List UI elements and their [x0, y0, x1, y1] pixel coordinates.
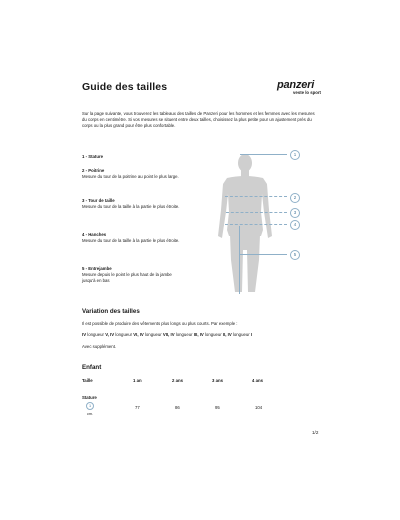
measurement-title: 5 - Entrejambe — [82, 266, 112, 271]
row-label-stature: Stature — [82, 395, 97, 400]
variation-supplement: Avec supplément. — [82, 344, 117, 349]
waist-guide — [226, 212, 287, 213]
measurement-hips — [82, 232, 182, 244]
table-header-taille: Taille — [82, 378, 93, 383]
measurement-title: 2 - Poitrine — [82, 168, 105, 173]
intro-paragraph: Sur la page suivante, vous trouverez les tableaux des tailles de Panzeri pour les hommes et les femmes avec les mesures du corps en centimètre. Si vos mesures se situent entre deux tailles, choisissez la plus petite pour un ajustement près du corps ou la plus grand pour être plus confortable. — [82, 111, 315, 129]
marker-1-icon: 1 — [290, 150, 300, 160]
measurement-desc: Mesure du tour de la poitrine au point le plus large. — [82, 174, 179, 180]
inseam-leader — [239, 254, 287, 255]
measurement-desc: Mesure depuis le point le plus haut de la jambe jusqu'à en bas — [82, 272, 172, 284]
marker-5-icon: 5 — [290, 250, 300, 260]
table-cell: 77 — [135, 405, 140, 410]
measurement-stature — [82, 154, 182, 160]
table-header-2ans: 2 ans — [172, 378, 183, 383]
variation-heading: Variation des tailles — [82, 308, 140, 315]
measurement-chest — [82, 168, 182, 180]
variation-text: Il est possible de produire des vêtements plus longs ou plus courts. Par exemple : — [82, 321, 238, 326]
table-cell: 104 — [255, 405, 263, 410]
measurement-inseam — [82, 266, 182, 284]
measurement-desc: Mesure du tour de la taille à la partie le plus étroite. — [82, 238, 180, 244]
measurement-title: 4 - Hanches — [82, 232, 107, 237]
marker-2-icon: 2 — [290, 193, 300, 203]
measurement-desc: Mesure du tour de la taille à la partie le plus étroite. — [82, 204, 180, 210]
inseam-guide — [239, 226, 240, 294]
row-marker-1-icon: 1 — [86, 402, 94, 410]
table-header-1an: 1 an — [133, 378, 142, 383]
chest-guide — [225, 196, 287, 197]
table-header-3ans: 3 ans — [212, 378, 223, 383]
measurement-title: 3 - Tour de taille — [82, 198, 115, 203]
measurement-waist — [82, 198, 182, 210]
table-header-4ans: 4 ans — [252, 378, 263, 383]
table-cell: 95 — [215, 405, 220, 410]
logo-tagline: veste lo sport — [293, 90, 321, 95]
page-title: Guide des tailles — [82, 81, 168, 93]
page-number: 1/2 — [312, 430, 319, 435]
brand-logo — [277, 80, 321, 95]
measurement-title: 1 - Stature — [82, 154, 104, 159]
variation-lengths: IV longueur V, IV longueur VI, IV longueur VII, IV longueur III, IV longueur II, IV longueur I — [82, 332, 253, 337]
marker-4-icon: 4 — [290, 220, 300, 230]
logo-text: panzeri — [277, 79, 315, 91]
marker-3-icon: 3 — [290, 208, 300, 218]
enfant-heading: Enfant — [82, 364, 102, 371]
row-unit: cm. — [87, 412, 94, 416]
stature-leader — [240, 154, 287, 155]
hips-guide — [225, 224, 287, 225]
table-cell: 86 — [175, 405, 180, 410]
